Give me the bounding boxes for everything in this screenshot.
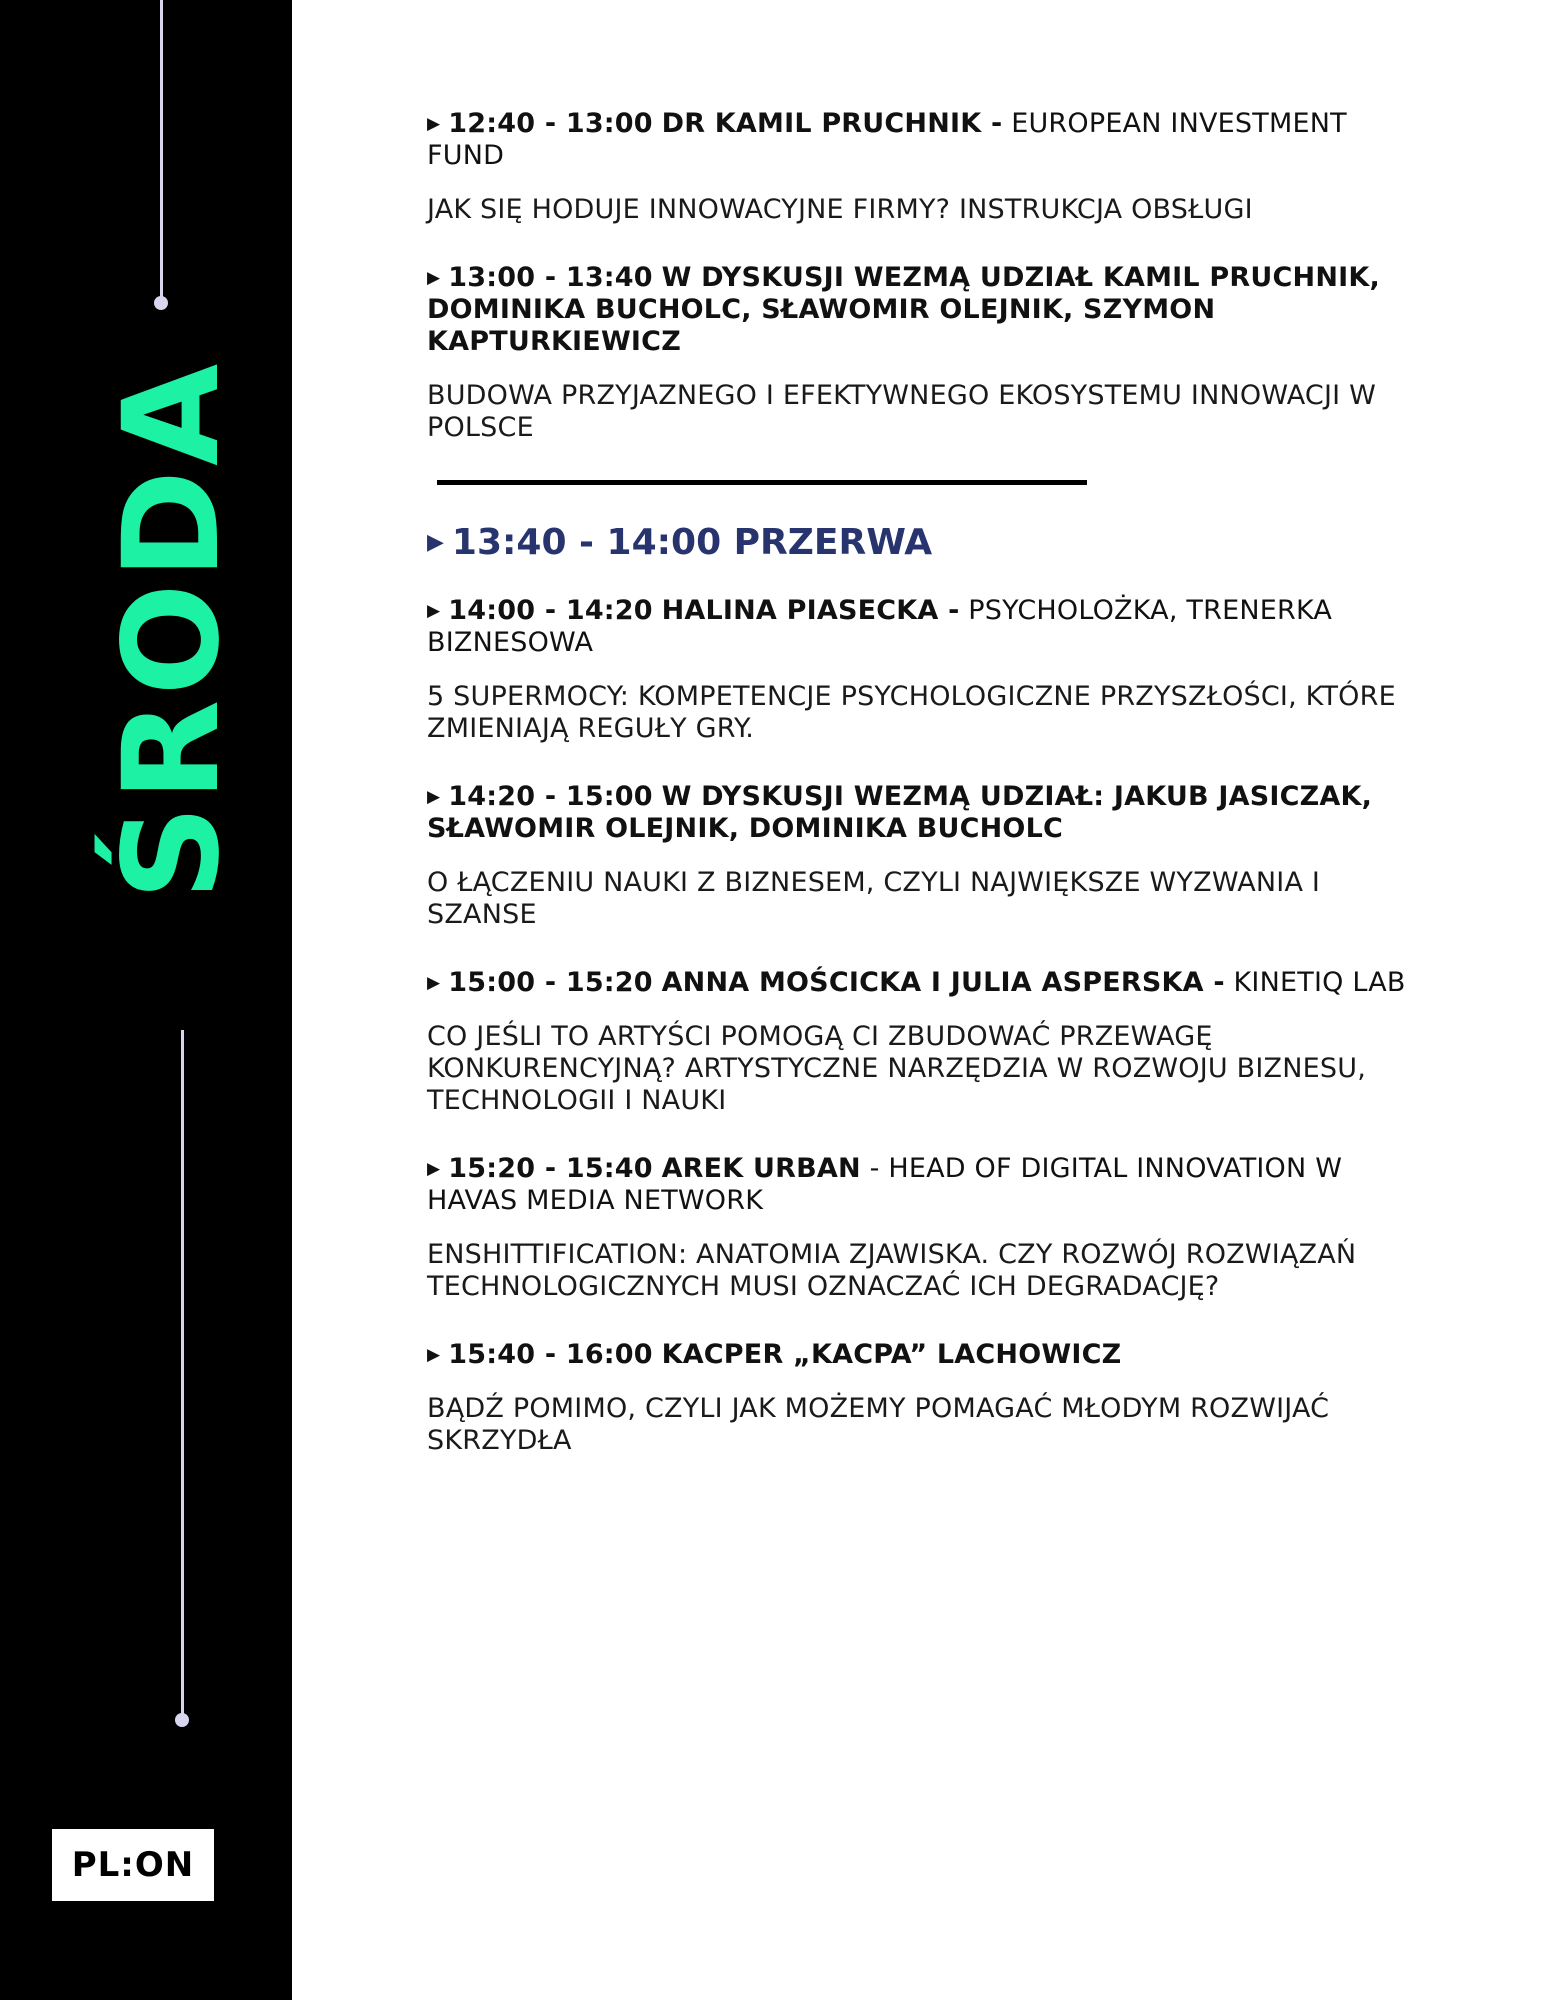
entry-heading <box>427 1339 1427 1371</box>
bullet-triangle-icon: ▶ <box>427 1345 441 1365</box>
top-vertical-line <box>160 0 163 300</box>
bullet-triangle-icon: ▶ <box>427 973 441 993</box>
entry-heading <box>427 781 1427 845</box>
schedule-entry <box>427 781 1427 931</box>
entry-heading <box>427 967 1427 999</box>
bullet-triangle-icon: ▶ <box>427 530 444 555</box>
bottom-vertical-line <box>181 1030 184 1716</box>
entry-time: 15:00 - 15:20 <box>448 967 653 998</box>
entry-heading <box>427 595 1427 659</box>
entry-speaker: ANNA MOŚCICKA I JULIA ASPERSKA - <box>661 967 1225 998</box>
entry-speaker: KACPER „KACPA” LACHOWICZ <box>661 1339 1122 1370</box>
schedule-entry <box>427 1153 1427 1303</box>
entry-talk-title: JAK SIĘ HODUJE INNOWACYJNE FIRMY? INSTRUKCJA OBSŁUGI <box>427 194 1253 225</box>
break-label: PRZERWA <box>733 522 933 563</box>
entry-heading <box>427 1153 1427 1217</box>
bullet-triangle-icon: ▶ <box>427 114 441 134</box>
day-title: ŚRODA <box>95 359 249 901</box>
entry-talk-title: O ŁĄCZENIU NAUKI Z BIZNESEM, CZYLI NAJWIĘKSZE WYZWANIA I SZANSE <box>427 867 1321 930</box>
break-time: 13:40 - 14:00 <box>451 522 722 563</box>
entry-talk-title: BUDOWA PRZYJAZNEGO I EFEKTYWNEGO EKOSYSTEMU INNOWACJI W POLSCE <box>427 380 1376 443</box>
entry-speaker: DR KAMIL PRUCHNIK - <box>661 108 1003 139</box>
sidebar <box>0 0 292 2000</box>
schedule-entry <box>427 967 1427 1117</box>
bullet-triangle-icon: ▶ <box>427 268 441 288</box>
entry-time: 14:00 - 14:20 <box>448 595 653 626</box>
entry-talk-title: 5 SUPERMOCY: KOMPETENCJE PSYCHOLOGICZNE PRZYSZŁOŚCI, KTÓRE ZMIENIAJĄ REGUŁY GRY. <box>427 681 1396 744</box>
entry-affiliation: EUROPEAN INVESTMENT FUND <box>427 108 1347 171</box>
entry-speaker: W DYSKUSJI WEZMĄ UDZIAŁ KAMIL PRUCHNIK, DOMINIKA BUCHOLC, SŁAWOMIR OLEJNIK, SZYMON KAPTURKIEWICZ <box>427 262 1380 357</box>
entry-speaker: AREK URBAN <box>661 1153 861 1184</box>
entry-time: 13:00 - 13:40 <box>448 262 653 293</box>
entry-time: 12:40 - 13:00 <box>448 108 653 139</box>
top-line-dot <box>154 296 168 310</box>
entry-affiliation: PSYCHOLOŻKA, TRENERKA BIZNESOWA <box>427 595 1333 658</box>
schedule-entry <box>427 1339 1427 1457</box>
entry-speaker: W DYSKUSJI WEZMĄ UDZIAŁ: JAKUB JASICZAK, SŁAWOMIR OLEJNIK, DOMINIKA BUCHOLC <box>427 781 1373 844</box>
bullet-triangle-icon: ▶ <box>427 1159 441 1179</box>
schedule-entry <box>427 262 1427 444</box>
entry-heading <box>427 262 1427 358</box>
break-heading <box>427 521 1427 565</box>
entry-time: 15:40 - 16:00 <box>448 1339 653 1370</box>
entry-heading <box>427 108 1427 172</box>
section-divider <box>437 480 1087 485</box>
entry-speaker: HALINA PIASECKA - <box>661 595 960 626</box>
entry-talk-title: ENSHITTIFICATION: ANATOMIA ZJAWISKA. CZY ROZWÓJ ROZWIĄZAŃ TECHNOLOGICZNYCH MUSI OZNACZAĆ ICH DEGRADACJĘ? <box>427 1239 1357 1302</box>
bullet-triangle-icon: ▶ <box>427 787 441 807</box>
plon-logo: PL:ON <box>52 1829 214 1901</box>
bottom-line-dot <box>175 1713 189 1727</box>
entry-talk-title: BĄDŹ POMIMO, CZYLI JAK MOŻEMY POMAGAĆ MŁODYM ROZWIJAĆ SKRZYDŁA <box>427 1393 1330 1456</box>
schedule-entry <box>427 108 1427 226</box>
entry-affiliation: KINETIQ LAB <box>1233 967 1406 998</box>
schedule-content <box>427 108 1427 1457</box>
entry-affiliation: - HEAD OF DIGITAL INNOVATION W HAVAS MEDIA NETWORK <box>427 1153 1343 1216</box>
bullet-triangle-icon: ▶ <box>427 601 441 621</box>
schedule-entry <box>427 595 1427 745</box>
entry-talk-title: CO JEŚLI TO ARTYŚCI POMOGĄ CI ZBUDOWAĆ PRZEWAGĘ KONKURENCYJNĄ? ARTYSTYCZNE NARZĘDZIA W ROZWOJU BIZNESU, TECHNOLOGII I NAUKI <box>427 1021 1366 1116</box>
entry-time: 14:20 - 15:00 <box>448 781 653 812</box>
entry-time: 15:20 - 15:40 <box>448 1153 653 1184</box>
